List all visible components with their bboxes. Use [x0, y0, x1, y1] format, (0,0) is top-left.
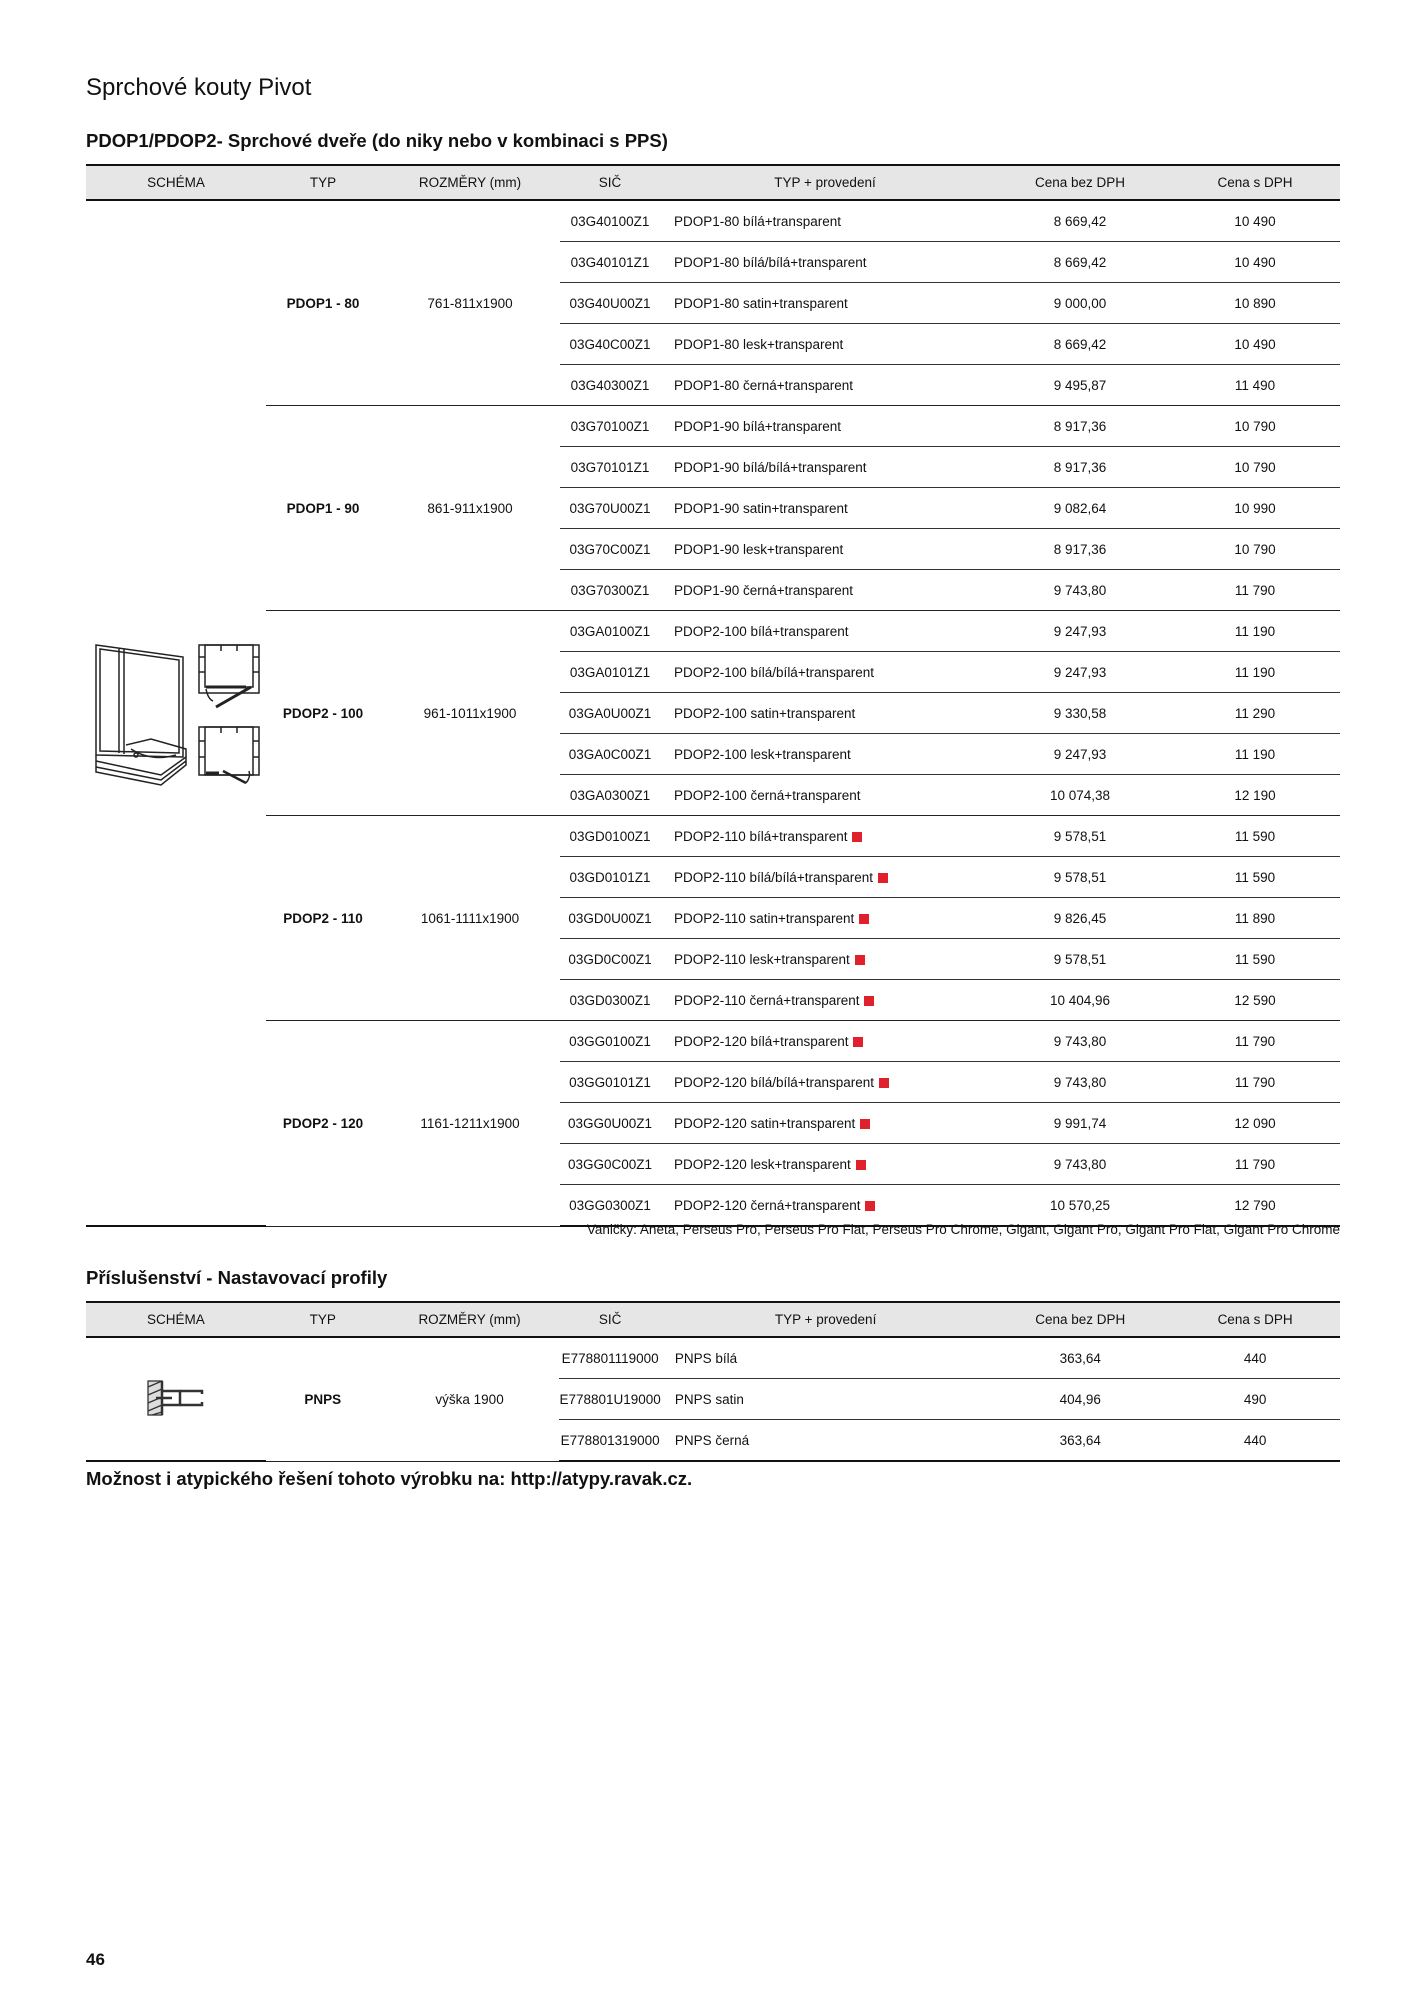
product-code: 03GA0100Z1 [560, 611, 660, 652]
variant-name: PDOP2-100 bílá+transparent [674, 623, 849, 639]
product-code: 03GD0101Z1 [560, 857, 660, 898]
variant-cell [661, 1337, 991, 1379]
table-row [86, 406, 1340, 447]
product-code: 03GA0U00Z1 [560, 693, 660, 734]
price-net: 9 578,51 [990, 939, 1170, 980]
price-net: 8 917,36 [990, 529, 1170, 570]
price-gross: 10 490 [1170, 324, 1340, 365]
variant-name: PDOP2-110 bílá+transparent [674, 828, 848, 844]
shower-trays-note: Vaničky: Aneta, Perseus Pro, Perseus Pro Flat, Perseus Pro Chrome, Gigant, Gigant Pro, Gigant Pro Flat, Gigant Pro Chrome [586, 1222, 1340, 1237]
variant-name: PDOP1-90 lesk+transparent [674, 541, 844, 557]
variant-name: PDOP1-90 bílá/bílá+transparent [674, 459, 867, 475]
section-heading-accessories: Příslušenství - Nastavovací profily [86, 1267, 388, 1288]
product-type: PDOP1 - 90 [266, 406, 380, 611]
price-gross: 11 790 [1170, 1021, 1340, 1062]
price-gross: 440 [1170, 1337, 1340, 1379]
product-code: 03GD0300Z1 [560, 980, 660, 1021]
product-code: E778801119000 [559, 1337, 660, 1379]
product-code: 03GA0C00Z1 [560, 734, 660, 775]
variant-cell [660, 488, 990, 529]
price-net: 9 247,93 [990, 734, 1170, 775]
price-net: 8 917,36 [990, 447, 1170, 488]
header-price-net: Cena bez DPH [990, 1302, 1170, 1337]
price-gross: 490 [1170, 1379, 1340, 1420]
section-heading-doors: PDOP1/PDOP2- Sprchové dveře (do niky nebo v kombinaci s PPS) [86, 130, 668, 151]
dimensions: 761-811x1900 [380, 200, 560, 406]
variant-cell [660, 406, 990, 447]
header-type: TYP [266, 1302, 380, 1337]
variant-cell [661, 1379, 991, 1420]
dimensions: 1061-1111x1900 [380, 816, 560, 1021]
variant-cell [660, 570, 990, 611]
variant-cell [660, 1062, 990, 1103]
product-code: 03GD0U00Z1 [560, 898, 660, 939]
price-gross: 11 590 [1170, 816, 1340, 857]
new-marker-icon [853, 1037, 863, 1047]
price-net: 9 991,74 [990, 1103, 1170, 1144]
header-dimensions: ROZMĚRY (mm) [380, 1302, 560, 1337]
price-net: 10 074,38 [990, 775, 1170, 816]
variant-name: PDOP1-80 satin+transparent [674, 295, 848, 311]
variant-cell [660, 365, 990, 406]
price-gross: 10 990 [1170, 488, 1340, 529]
variant-cell [660, 898, 990, 939]
price-net: 9 247,93 [990, 652, 1170, 693]
variant-name: PDOP2-120 bílá+transparent [674, 1033, 849, 1049]
new-marker-icon [864, 996, 874, 1006]
variant-name: PDOP2-120 černá+transparent [674, 1197, 861, 1213]
price-gross: 10 490 [1170, 242, 1340, 283]
product-code: 03GA0300Z1 [560, 775, 660, 816]
variant-cell [660, 1021, 990, 1062]
price-net: 9 826,45 [990, 898, 1170, 939]
variant-cell [660, 283, 990, 324]
price-net: 9 743,80 [990, 1062, 1170, 1103]
price-gross: 440 [1170, 1420, 1340, 1462]
price-gross: 12 590 [1170, 980, 1340, 1021]
product-code: E778801319000 [559, 1420, 660, 1462]
variant-name: PNPS černá [674, 1432, 750, 1448]
table-row [86, 1021, 1340, 1062]
product-code: 03G40U00Z1 [560, 283, 660, 324]
price-net: 363,64 [990, 1420, 1170, 1462]
price-net: 9 330,58 [990, 693, 1170, 734]
variant-cell [660, 200, 990, 242]
new-marker-icon [865, 1201, 875, 1211]
table-row [86, 611, 1340, 652]
header-price-gross: Cena s DPH [1170, 1302, 1340, 1337]
dimensions: 1161-1211x1900 [380, 1021, 560, 1227]
variant-cell [660, 447, 990, 488]
product-code: 03GA0101Z1 [560, 652, 660, 693]
product-code: 03GD0C00Z1 [560, 939, 660, 980]
profile-schema-icon [146, 1379, 206, 1417]
variant-name: PDOP2-100 bílá/bílá+transparent [674, 664, 874, 680]
dimensions: 861-911x1900 [380, 406, 560, 611]
variant-cell [660, 1185, 990, 1227]
price-net: 404,96 [990, 1379, 1170, 1420]
header-type: TYP [266, 165, 380, 200]
variant-name: PDOP1-80 lesk+transparent [674, 336, 844, 352]
accessories-price-table [86, 1301, 1340, 1462]
variant-cell [661, 1420, 991, 1462]
price-net: 9 743,80 [990, 1021, 1170, 1062]
variant-name: PDOP1-80 bílá/bílá+transparent [674, 254, 867, 270]
variant-cell [660, 652, 990, 693]
price-net: 10 570,25 [990, 1185, 1170, 1227]
table-row [86, 200, 1340, 242]
variant-name: PDOP2-110 lesk+transparent [674, 951, 850, 967]
variant-name: PDOP1-90 satin+transparent [674, 500, 848, 516]
product-code: 03G40100Z1 [560, 200, 660, 242]
new-marker-icon [878, 873, 888, 883]
price-net: 363,64 [990, 1337, 1170, 1379]
price-gross: 11 590 [1170, 857, 1340, 898]
new-marker-icon [852, 832, 862, 842]
product-type: PDOP2 - 120 [266, 1021, 380, 1227]
product-code: 03G70C00Z1 [560, 529, 660, 570]
page-title: Sprchové kouty Pivot [86, 74, 312, 101]
product-code: 03G70300Z1 [560, 570, 660, 611]
variant-name: PDOP2-100 černá+transparent [674, 787, 861, 803]
product-code: 03GD0100Z1 [560, 816, 660, 857]
price-gross: 10 790 [1170, 406, 1340, 447]
price-net: 8 669,42 [990, 242, 1170, 283]
variant-cell [660, 857, 990, 898]
header-price-net: Cena bez DPH [990, 165, 1170, 200]
price-net: 9 743,80 [990, 570, 1170, 611]
product-code: 03G40101Z1 [560, 242, 660, 283]
dimensions: 961-1011x1900 [380, 611, 560, 816]
header-schema: SCHÉMA [86, 165, 266, 200]
price-gross: 11 490 [1170, 365, 1340, 406]
variant-cell [660, 1144, 990, 1185]
price-net: 9 578,51 [990, 816, 1170, 857]
price-net: 9 743,80 [990, 1144, 1170, 1185]
variant-cell [660, 775, 990, 816]
product-type: PNPS [266, 1337, 380, 1461]
new-marker-icon [879, 1078, 889, 1088]
variant-name: PDOP2-100 lesk+transparent [674, 746, 851, 762]
variant-cell [660, 816, 990, 857]
variant-cell [660, 693, 990, 734]
product-type: PDOP2 - 100 [266, 611, 380, 816]
variant-cell [660, 734, 990, 775]
variant-cell [660, 242, 990, 283]
product-code: 03GG0300Z1 [560, 1185, 660, 1227]
price-net: 9 000,00 [990, 283, 1170, 324]
variant-name: PDOP2-110 černá+transparent [674, 992, 860, 1008]
doors-price-table [86, 164, 1340, 1227]
price-gross: 11 890 [1170, 898, 1340, 939]
variant-name: PDOP2-120 satin+transparent [674, 1115, 856, 1131]
price-gross: 11 790 [1170, 570, 1340, 611]
new-marker-icon [855, 955, 865, 965]
price-net: 10 404,96 [990, 980, 1170, 1021]
variant-name: PDOP2-110 satin+transparent [674, 910, 855, 926]
table-row [86, 816, 1340, 857]
product-code: 03GG0C00Z1 [560, 1144, 660, 1185]
price-gross: 11 190 [1170, 734, 1340, 775]
variant-name: PNPS satin [674, 1391, 744, 1407]
header-schema: SCHÉMA [86, 1302, 266, 1337]
variant-cell [660, 980, 990, 1021]
variant-name: PDOP2-120 bílá/bílá+transparent [674, 1074, 874, 1090]
page-number: 46 [86, 1950, 105, 1969]
schema-cell [86, 200, 266, 1226]
price-gross: 12 190 [1170, 775, 1340, 816]
new-marker-icon [856, 1160, 866, 1170]
price-gross: 12 790 [1170, 1185, 1340, 1227]
product-type: PDOP1 - 80 [266, 200, 380, 406]
header-variant: TYP + provedení [660, 165, 990, 200]
variant-name: PDOP2-110 bílá/bílá+transparent [674, 869, 873, 885]
variant-name: PDOP1-80 bílá+transparent [674, 213, 841, 229]
product-code: 03GG0101Z1 [560, 1062, 660, 1103]
header-dimensions: ROZMĚRY (mm) [380, 165, 560, 200]
variant-name: PDOP2-100 satin+transparent [674, 705, 856, 721]
price-net: 8 917,36 [990, 406, 1170, 447]
price-gross: 11 190 [1170, 611, 1340, 652]
new-marker-icon [859, 914, 869, 924]
product-code: 03G70100Z1 [560, 406, 660, 447]
price-gross: 10 490 [1170, 200, 1340, 242]
header-code: SIČ [560, 165, 660, 200]
price-gross: 11 590 [1170, 939, 1340, 980]
price-net: 8 669,42 [990, 324, 1170, 365]
price-gross: 10 790 [1170, 529, 1340, 570]
variant-cell [660, 611, 990, 652]
product-type: PDOP2 - 110 [266, 816, 380, 1021]
dimensions: výška 1900 [380, 1337, 560, 1461]
header-variant: TYP + provedení [661, 1302, 991, 1337]
price-gross: 11 790 [1170, 1144, 1340, 1185]
product-code: 03GG0100Z1 [560, 1021, 660, 1062]
variant-cell [660, 1103, 990, 1144]
price-net: 9 495,87 [990, 365, 1170, 406]
variant-cell [660, 529, 990, 570]
custom-solution-note: Možnost i atypického řešení tohoto výrobku na: http://atypy.ravak.cz. [86, 1468, 693, 1489]
product-code: 03G40300Z1 [560, 365, 660, 406]
variant-name: PNPS bílá [674, 1350, 738, 1366]
price-net: 9 247,93 [990, 611, 1170, 652]
product-code: 03G40C00Z1 [560, 324, 660, 365]
price-gross: 11 290 [1170, 693, 1340, 734]
variant-cell [660, 324, 990, 365]
product-code: 03GG0U00Z1 [560, 1103, 660, 1144]
price-net: 9 578,51 [990, 857, 1170, 898]
price-net: 9 082,64 [990, 488, 1170, 529]
new-marker-icon [860, 1119, 870, 1129]
variant-name: PDOP1-80 černá+transparent [674, 377, 853, 393]
price-gross: 10 890 [1170, 283, 1340, 324]
product-code: 03G70101Z1 [560, 447, 660, 488]
price-gross: 12 090 [1170, 1103, 1340, 1144]
price-net: 8 669,42 [990, 200, 1170, 242]
variant-name: PDOP2-120 lesk+transparent [674, 1156, 851, 1172]
header-price-gross: Cena s DPH [1170, 165, 1340, 200]
variant-name: PDOP1-90 černá+transparent [674, 582, 853, 598]
price-gross: 10 790 [1170, 447, 1340, 488]
shower-door-schema-icon [91, 637, 261, 787]
price-gross: 11 190 [1170, 652, 1340, 693]
variant-name: PDOP1-90 bílá+transparent [674, 418, 841, 434]
price-gross: 11 790 [1170, 1062, 1340, 1103]
header-code: SIČ [559, 1302, 660, 1337]
product-code: E778801U19000 [559, 1379, 660, 1420]
table-row [86, 1337, 1340, 1379]
variant-cell [660, 939, 990, 980]
product-code: 03G70U00Z1 [560, 488, 660, 529]
schema-cell [86, 1337, 266, 1461]
